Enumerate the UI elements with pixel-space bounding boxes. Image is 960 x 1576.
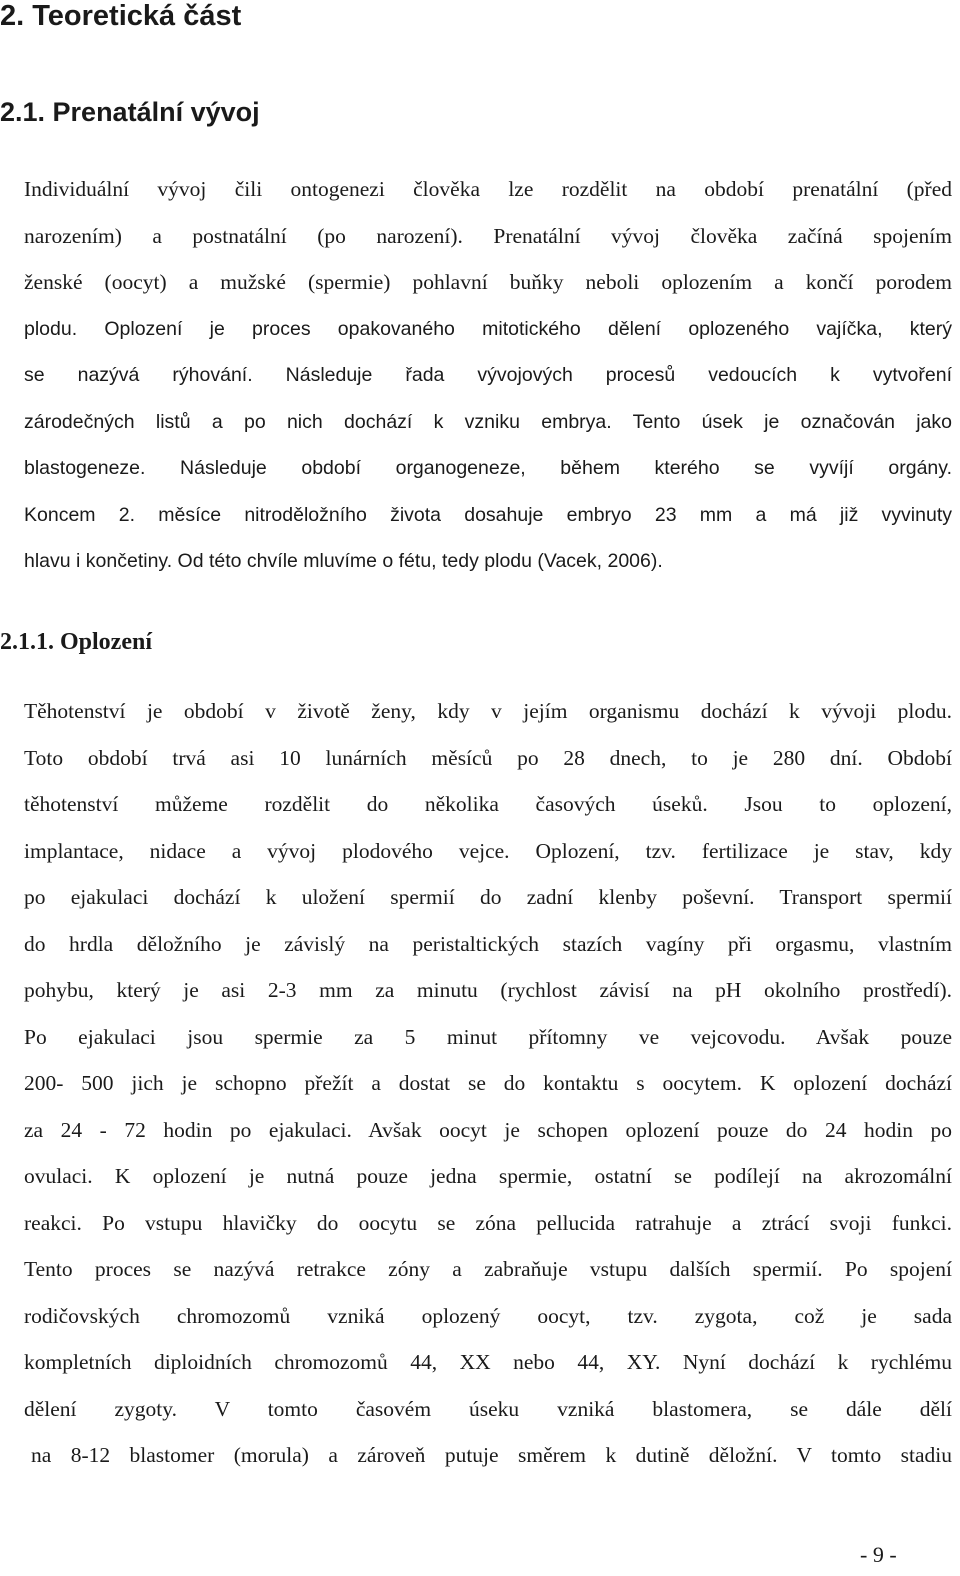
text-line: 200- 500 jich je schopno přežít a dostat se do kontaktu s oocytem. K oplození dochází	[24, 1071, 952, 1095]
page-number: - 9 -	[860, 1542, 897, 1567]
text-line: zárodečných listů a po nich dochází k vzniku embrya. Tento úsek je označován jako	[24, 410, 952, 433]
text-line: pohybu, který je asi 2-3 mm za minutu (rychlost závisí na pH okolního prostředí).	[24, 978, 952, 1002]
text-line: těhotenství můžeme rozdělit do několika časových úseků. Jsou to oplození,	[24, 792, 952, 816]
text-line: kompletních diploidních chromozomů 44, XX nebo 44, XY. Nyní dochází k rychlému	[24, 1350, 952, 1374]
text-line: se nazývá rýhování. Následuje řada vývojových procesů vedoucích k vytvoření	[24, 364, 952, 386]
section-heading: 2.1. Prenatální vývoj	[0, 97, 260, 127]
text-line: Toto období trvá asi 10 lunárních měsíců po 28 dnech, to je 280 dní. Období	[24, 745, 952, 770]
text-line: Tento proces se nazývá retrakce zóny a zabraňuje vstupu dalších spermií. Po spojení	[24, 1257, 952, 1281]
chapter-heading: 2. Teoretická část	[0, 0, 242, 32]
text-line: ovulaci. K oplození je nutná pouze jedna spermie, ostatní se podílejí na akrozomální	[24, 1164, 952, 1188]
paragraph-prenatal-development	[24, 166, 952, 585]
text-line: rodičovských chromozomů vzniká oplozený oocyt, tzv. zygota, což je sada	[24, 1303, 952, 1328]
text-line: dělení zygoty. V tomto časovém úseku vzniká blastomera, se dále dělí	[24, 1396, 952, 1421]
text-line: Koncem 2. měsíce nitroděložního života dosahuje embryo 23 mm a má již vyvinuty	[24, 503, 952, 526]
text-line: na 8-12 blastomer (morula) a zároveň putuje směrem k dutině děložní. V tomto stadiu	[31, 1443, 952, 1467]
text-line: Individuální vývoj čili ontogenezi člověka lze rozdělit na období prenatální (před	[24, 177, 952, 201]
text-line: po ejakulaci dochází k uložení spermií do zadní klenby poševní. Transport spermií	[24, 885, 952, 909]
subsection-heading: 2.1.1. Oplození	[0, 629, 153, 655]
text-line: za 24 - 72 hodin po ejakulaci. Avšak oocyt je schopen oplození pouze do 24 hodin po	[24, 1117, 952, 1142]
text-line: blastogeneze. Následuje období organogeneze, během kterého se vyvíjí orgány.	[24, 457, 952, 479]
text-line: implantace, nidace a vývoj plodového vejce. Oplození, tzv. fertilizace je stav, kdy	[24, 838, 952, 863]
text-line: hlavu i končetiny. Od této chvíle mluvíme o fétu, tedy plodu (Vacek, 2006).	[24, 550, 663, 572]
text-line: reakci. Po vstupu hlavičky do oocytu se zóna pellucida ratrahuje a ztrácí svoji funkci.	[24, 1210, 952, 1235]
text-line: Těhotenství je období v životě ženy, kdy v jejím organismu dochází k vývoji plodu.	[24, 699, 952, 723]
text-line: Po ejakulaci jsou spermie za 5 minut přítomny ve vejcovodu. Avšak pouze	[24, 1024, 952, 1049]
text-line: narozením) a postnatální (po narození). Prenatální vývoj člověka začíná spojením	[24, 223, 952, 248]
text-line: ženské (oocyt) a mužské (spermie) pohlavní buňky neboli oplozením a končí porodem	[24, 270, 952, 294]
text-line: plodu. Oplození je proces opakovaného mitotického dělení oplozeného vajíčka, který	[24, 317, 952, 340]
text-line: do hrdla děložního je závislý na peristaltických stazích vagíny při orgasmu, vlastním	[24, 931, 952, 956]
paragraph-fertilization	[24, 688, 952, 1479]
